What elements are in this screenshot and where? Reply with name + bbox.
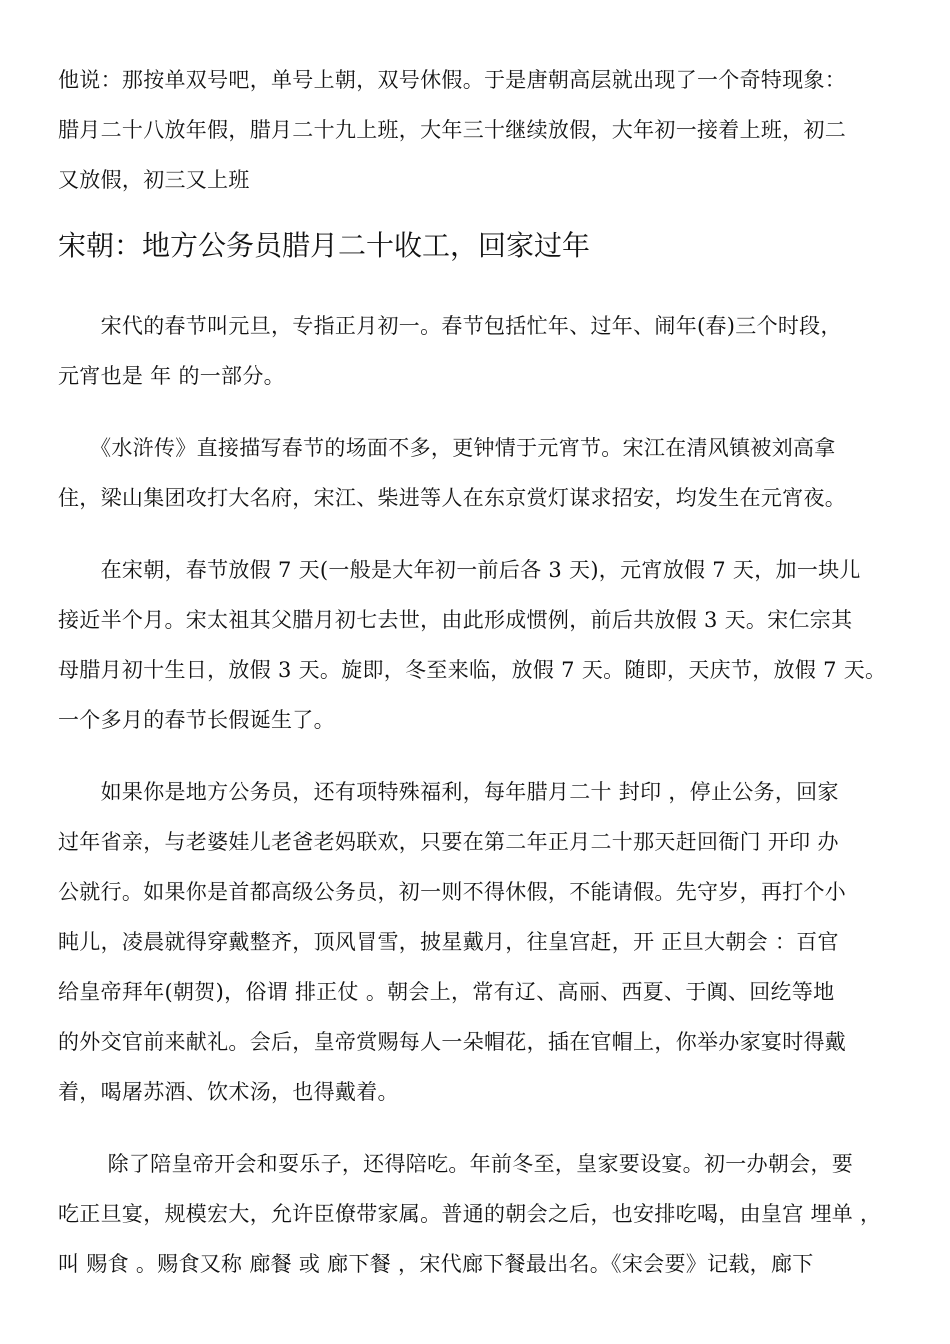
paragraph-3-line-2: 接近半个月。宋太祖其父腊月初七去世，由此形成惯例，前后共放假 3 天。宋仁宗其 — [58, 608, 853, 632]
paragraph-1-line-1: 宋代的春节叫元旦，专指正月初一。春节包括忙年、过年、闹年(春)三个时段， — [58, 314, 842, 338]
paragraph-4-line-4: 盹儿，凌晨就得穿戴整齐，顶风冒雪，披星戴月，往皇宫赶，开 正旦大朝会 ：百官 — [58, 930, 839, 954]
paragraph-4-line-1: 如果你是地方公务员，还有项特殊福利，每年腊月二十 封印 ，停止公务，回家 — [58, 780, 839, 804]
paragraph-4-line-5: 给皇帝拜年(朝贺)，俗谓 排正仗 。朝会上，常有辽、高丽、西夏、于阗、回纥等地 — [58, 980, 835, 1004]
intro-line-3: 又放假，初三又上班 — [58, 168, 250, 192]
paragraph-3-line-3: 母腊月初十生日，放假 3 天。旋即，冬至来临，放假 7 天。随即，天庆节，放假 7 天。 — [58, 658, 887, 682]
paragraph-4-line-2: 过年省亲，与老婆娃儿老爸老妈联欢，只要在第二年正月二十那天赶回衙门 开印 办 — [58, 830, 839, 854]
paragraph-1-line-2: 元宵也是 年 的一部分。 — [58, 364, 285, 388]
intro-line-1: 他说：那按单双号吧，单号上朝，双号休假。于是唐朝高层就出现了一个奇特现象： — [58, 68, 847, 92]
paragraph-3-line-1: 在宋朝，春节放假 7 天(一般是大年初一前后各 3 天)，元宵放假 7 天，加一块儿 — [58, 558, 861, 582]
section-heading: 宋朝：地方公务员腊月二十收工，回家过年 — [58, 229, 591, 262]
paragraph-5-line-1: 除了陪皇帝开会和耍乐子，还得陪吃。年前冬至，皇家要设宴。初一办朝会，要 — [58, 1152, 854, 1176]
paragraph-4-line-6: 的外交官前来献礼。会后，皇帝赏赐每人一朵帽花，插在官帽上，你举办家宴时得戴 — [58, 1030, 847, 1054]
paragraph-3-line-4: 一个多月的春节长假诞生了。 — [58, 708, 335, 732]
paragraph-2-line-1: 《水浒传》直接描写春节的场面不多，更钟情于元宵节。宋江在清风镇被刘高拿 — [58, 436, 836, 460]
paragraph-5-line-3: 叫 赐食 。赐食又称 廊餐 或 廊下餐 ，宋代廊下餐最出名。《宋会要》记载，廊下 — [58, 1252, 814, 1276]
paragraph-4-line-3: 公就行。如果你是首都高级公务员，初一则不得休假，不能请假。先守岁，再打个小 — [58, 880, 847, 904]
paragraph-2-line-2: 住，梁山集团攻打大名府，宋江、柴进等人在东京赏灯谋求招安，均发生在元宵夜。 — [58, 486, 847, 510]
paragraph-5-line-2: 吃正旦宴，规模宏大，允许臣僚带家属。普通的朝会之后，也安排吃喝，由皇宫 埋单 ， — [58, 1202, 882, 1226]
intro-line-2: 腊月二十八放年假，腊月二十九上班，大年三十继续放假，大年初一接着上班，初二 — [58, 118, 847, 142]
paragraph-4-line-7: 着，喝屠苏酒、饮术汤，也得戴着。 — [58, 1080, 399, 1104]
